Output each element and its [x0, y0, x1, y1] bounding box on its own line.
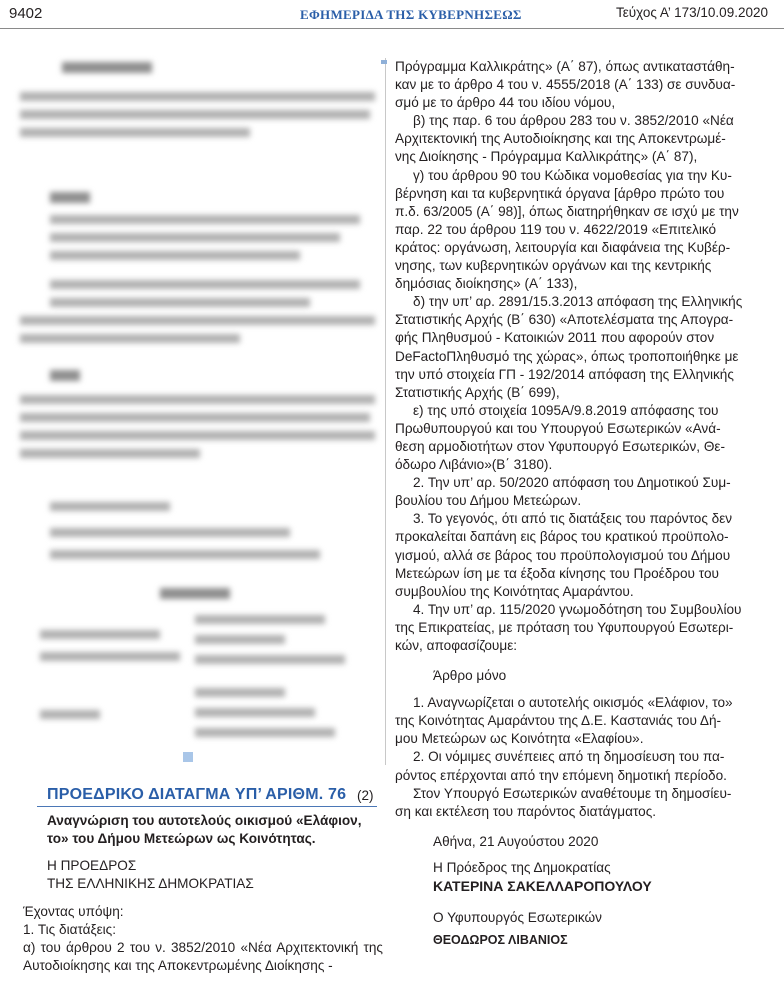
text-line: βέρνηση και τα κυβερνητικά όργανα [άρθρο πρώτο του	[395, 185, 725, 201]
text-line: Μετεώρων ίση με τα έξοδα κίνησης του Προέδρου του	[395, 565, 719, 581]
text-line: μου Μετεώρων ως Κοινότητα «Ελαφίου».	[395, 731, 644, 747]
text-line: της Κοινότητας Αμαράντου της Δ.Ε. Καστανιάς του Δή-	[395, 713, 722, 729]
text-line: Στατιστικής Αρχής (Β΄ 699),	[395, 384, 560, 400]
text-line: συμβουλίου της Κοινότητας Αμαράντου.	[395, 583, 634, 599]
text-line: ε) της υπό στοιχεία 1095Α/9.8.2019 απόφασης του	[413, 402, 719, 418]
text-line: δ) την υπ’ αρ. 2891/15.3.2013 απόφαση της Ελληνικής	[413, 294, 743, 310]
text-line: νησης, των κυβερνητικών οργάνων και της κεντρικής	[395, 258, 712, 274]
text-line: σμό με το άρθρο 44 του ιδίου νόμου,	[395, 95, 616, 111]
decree-number: (2)	[357, 788, 374, 803]
text-line: βουλίου του Δήμου Μετεώρων.	[395, 493, 582, 509]
blurred-content	[0, 40, 384, 755]
text-line: παρ. 22 του άρθρου 119 του ν. 4622/2019 «Επιτελικό	[395, 221, 717, 237]
decree-rule	[37, 806, 377, 807]
issuer-line: Η ΠΡΟΕΔΡΟΣ	[47, 858, 137, 873]
president-title: Η Πρόεδρος της Δημοκρατίας	[433, 859, 611, 875]
text-line: α) του άρθρου 2 του ν. 3852/2010 «Νέα Αρχιτεκτονική της Αυτοδιοίκησης και της Αποκεντρωμένης Διοίκησης -	[23, 940, 383, 973]
text-line: 2. Οι νόμιμες συνέπειες από τη δημοσίευση του πα-	[413, 749, 725, 765]
text-line: νης Διοίκησης - Πρόγραμμα Καλλικράτης» (Α΄ 87),	[395, 149, 698, 165]
text-line: ση και εκτέλεση του παρόντος διατάγματος.	[395, 803, 657, 819]
redaction-mark	[183, 752, 193, 762]
text-line: π.δ. 63/2005 (Α΄ 98)], όπως διατηρήθηκαν σε ισχύ με την	[395, 203, 739, 219]
text-line: γ) του άρθρου 90 του Κώδικα νομοθεσίας για την Κυ-	[413, 167, 732, 183]
text-line: DeFactoΠληθυσμό της χώρας», όπως τροποποιήθηκε με	[395, 348, 739, 364]
text-line: καν με το άρθρο 4 του ν. 4555/2018 (Α΄ 133) σε συνδυα-	[395, 77, 736, 93]
text-line: θεση αρμοδιοτήτων στον Υφυπουργό Εσωτερικών, Θε-	[395, 438, 725, 454]
text-line: δημόσιας διοίκησης» (Α΄ 133),	[395, 276, 578, 292]
article-heading: Άρθρο μόνο	[433, 668, 507, 684]
text-line: της Επικρατείας, με πρόταση του Υφυπουργού Εσωτερι-	[395, 619, 734, 635]
header-rule	[0, 28, 784, 29]
text-line: Αρχιτεκτονική της Αυτοδιοίκησης και της Αποκεντρωμέ-	[395, 131, 726, 147]
issuer-line: ΤΗΣ ΕΛΛΗΝΙΚΗΣ ΔΗΜΟΚΡΑΤΙΑΣ	[47, 876, 254, 891]
text-line: φής Πληθυσμού - Κατοικιών 2011 που αφορούν στον	[395, 330, 715, 346]
text-line: 1. Αναγνωρίζεται ο αυτοτελής οικισμός «Ελάφιον, το»	[413, 695, 733, 711]
right-column	[395, 58, 777, 949]
text-line: ρόντος επέρχονται από την επόμενη δημοτική περίοδο.	[395, 767, 727, 783]
text-line: Στον Υπουργό Εσωτερικών αναθέτουμε τη δημοσίευ-	[413, 785, 732, 801]
decree-lead: Αναγνώριση του αυτοτελούς οικισμού «Ελάφιον, το» του Δήμου Μετεώρων ως Κοινότητας.	[47, 813, 362, 846]
text-line: προκαλείται δαπάνη εις βάρος του κρατικού προϋπολο-	[395, 529, 729, 545]
text-line: την υπό στοιχεία ΓΠ - 192/2014 απόφαση της Ελληνικής	[395, 366, 734, 382]
gazette-title: ΕΦΗΜΕΡΙΔΑ ΤΗΣ ΚΥΒΕΡΝΗΣΕΩΣ	[300, 7, 522, 22]
decree-body	[20, 812, 383, 975]
minister-title: Ο Υφυπουργός Εσωτερικών	[433, 910, 602, 926]
text-line: Στατιστικής Αρχής (Β΄ 630) «Αποτελέσματα της Απογρα-	[395, 312, 734, 328]
text-line: κράτος: οργάνωση, λειτουργία και διαφάνεια της Κυβέρ-	[395, 239, 731, 255]
minister-name: ΘΕΟΔΩΡΟΣ ΛΙΒΑΝΙΟΣ	[433, 933, 568, 948]
signature-date: Αθήνα, 21 Αυγούστου 2020	[433, 833, 599, 849]
page-number: 9402	[9, 5, 43, 22]
text-line: 4. Την υπ’ αρ. 115/2020 γνωμοδότηση του Συμβουλίου	[413, 601, 742, 617]
text-line: κών, αποφασίζουμε:	[395, 638, 518, 653]
text-line: 2. Την υπ’ αρ. 50/2020 απόφαση του Δημοτικού Συμ-	[413, 475, 731, 491]
text-line: Πρωθυπουργού και του Υπουργού Εσωτερικών «Ανά-	[395, 420, 721, 436]
text-line: β) της παρ. 6 του άρθρου 283 του ν. 3852/2010 «Νέα	[413, 113, 734, 129]
text-line: γισμού, αλλά σε βάρος του προϋπολογισμού του Δήμου	[395, 547, 731, 563]
issue-label: Τεύχος Α’ 173/10.09.2020	[615, 5, 768, 20]
considering-line: Έχοντας υπόψη:	[23, 904, 124, 919]
text-line: Πρόγραμμα Καλλικράτης» (Α΄ 87), όπως αντικαταστάθη-	[395, 59, 735, 74]
president-name: ΚΑΤΕΡΙΝΑ ΣΑΚΕΛΛΑΡΟΠΟΥΛΟΥ	[433, 878, 652, 895]
column-divider	[385, 58, 386, 765]
decree-title: ΠΡΟΕΔΡΙΚΟ ΔΙΑΤΑΓΜΑ ΥΠ’ ΑΡΙΘΜ. 76	[47, 786, 347, 803]
text-line: 3. Το γεγονός, ότι από τις διατάξεις του παρόντος δεν	[413, 511, 733, 527]
text-line: όδωρο Λιβάνιο»(Β΄ 3180).	[395, 457, 553, 473]
text-line: 1. Τις διατάξεις:	[23, 922, 116, 937]
column-divider-mark	[381, 60, 387, 64]
